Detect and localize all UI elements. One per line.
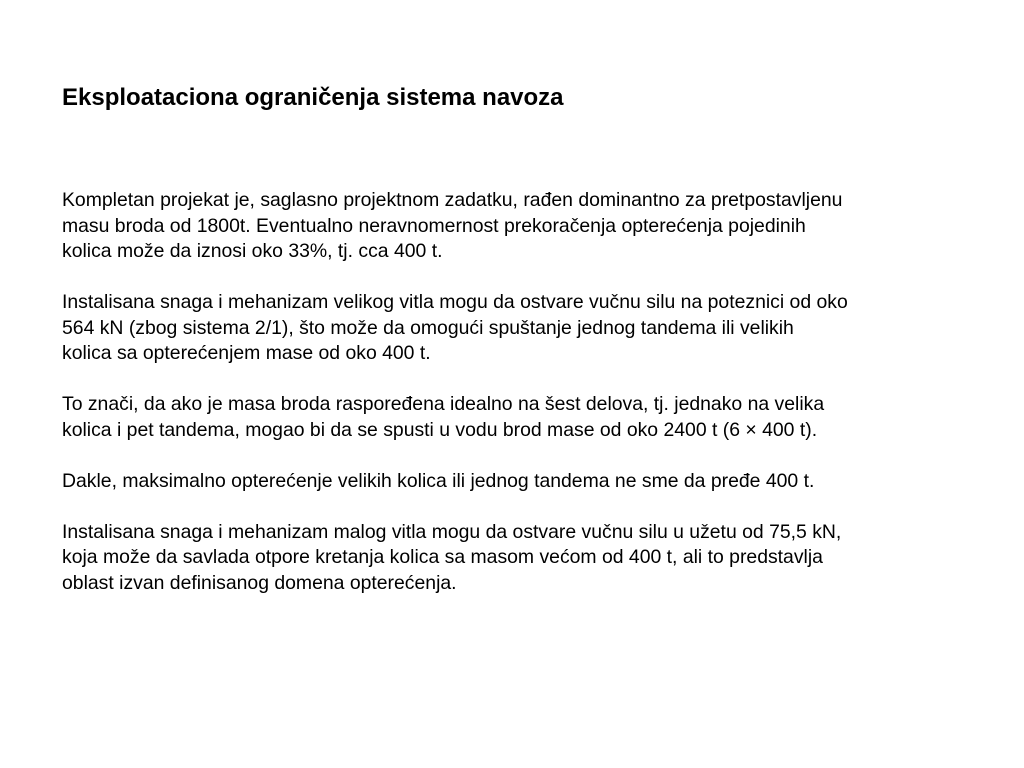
slide-title: Eksploataciona ograničenja sistema navoza: [62, 84, 564, 111]
slide-body: [62, 188, 997, 622]
paragraph-small-winch: Instalisana snaga i mehanizam malog vitla mogu da ostvare vučnu silu u užetu od 75,5 kN, koja može da savlada otpore kretanja kolica sa masom većom od 400 t, ali to predstavlja oblast izvan definisanog domena opterećenja.: [62, 520, 842, 594]
paragraph-mass-distribution: To znači, da ako je masa broda raspoređena idealno na šest delova, tj. jednako na velika kolica i pet tandema, mogao bi da se spusti u vodu brod mase od oko 2400 t (6 × 400 t).: [62, 393, 825, 441]
paragraph-large-winch: Instalisana snaga i mehanizam velikog vitla mogu da ostvare vučnu silu na poteznici od oko 564 kN (zbog sistema 2/1), što može da omogući spuštanje jednog tandema ili velikih kolica sa opterećenjem mase od oko 400 t.: [62, 291, 848, 364]
paragraph-capacity: Kompletan projekat je, saglasno projektnom zadatku, rađen dominantno za pretpostavljenu masu broda od 1800t. Eventualno neravnomernost prekoračenja opterećenja pojedinih kolica može da iznosi oko 33%, tj. cca 400 t.: [62, 189, 843, 262]
paragraph-max-load: Dakle, maksimalno opterećenje velikih kolica ili jednog tandema ne sme da pređe 400 t.: [62, 469, 815, 492]
